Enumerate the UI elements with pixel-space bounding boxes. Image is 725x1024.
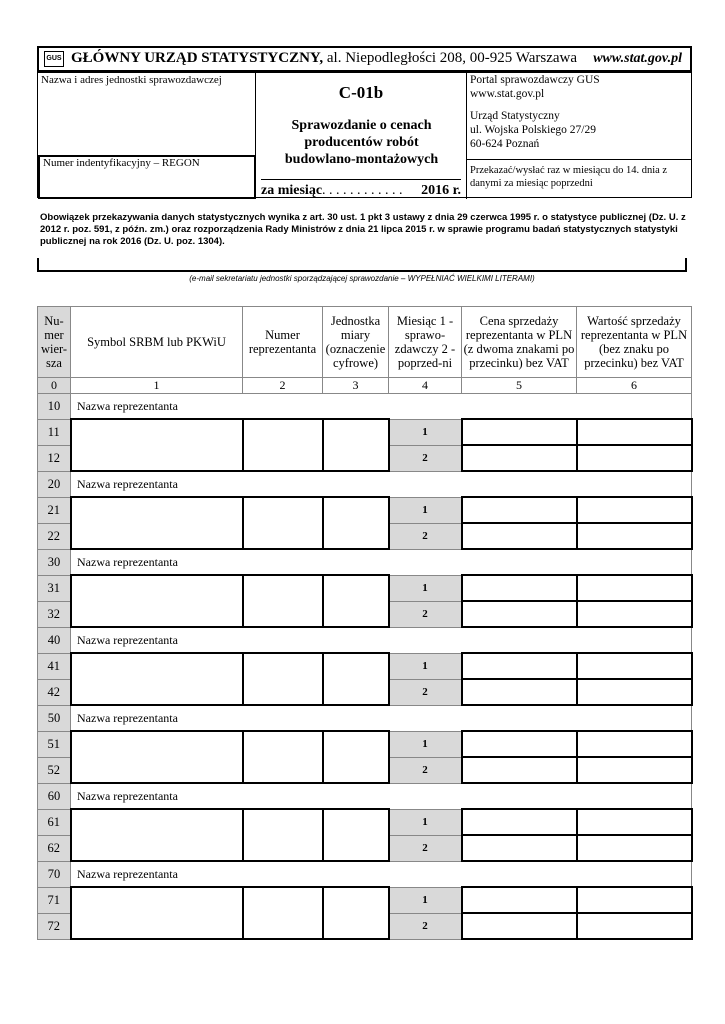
row-number: 50 xyxy=(38,705,71,731)
row-number: 32 xyxy=(38,601,71,627)
price-table xyxy=(37,306,693,940)
price-cell[interactable] xyxy=(462,445,577,471)
value-cell[interactable] xyxy=(577,757,692,783)
rep-number-cell[interactable] xyxy=(243,575,323,627)
row-number: 71 xyxy=(38,887,71,913)
table-header-row xyxy=(38,307,692,378)
representative-name-row xyxy=(38,394,692,420)
value-cell[interactable] xyxy=(577,809,692,835)
agency-name: GŁÓWNY URZĄD STATYSTYCZNY, xyxy=(71,50,324,66)
price-cell[interactable] xyxy=(462,419,577,445)
value-cell[interactable] xyxy=(577,445,692,471)
month-code: 2 xyxy=(389,757,462,783)
price-cell[interactable] xyxy=(462,575,577,601)
month-code: 1 xyxy=(389,653,462,679)
month-code: 1 xyxy=(389,497,462,523)
symbol-cell[interactable] xyxy=(71,575,243,627)
regon-field[interactable] xyxy=(38,155,256,199)
row-number: 10 xyxy=(38,394,71,420)
portal-info xyxy=(466,73,691,199)
col-index: 4 xyxy=(389,378,462,394)
unit-cell[interactable] xyxy=(323,497,389,549)
price-cell[interactable] xyxy=(462,497,577,523)
row-number: 12 xyxy=(38,445,71,471)
form-info-box xyxy=(37,72,692,198)
month-code: 1 xyxy=(389,887,462,913)
rep-number-cell[interactable] xyxy=(243,419,323,471)
representative-name-row xyxy=(38,627,692,653)
legal-note: Obowiązek przekazywania danych statystycznych wynika z art. 30 ust. 1 pkt 3 ustawy z dnia 29 czerwca 1995 r. o statystyce publicznej (Dz. U. z 2012 r. poz. 591, z późn. zm.) oraz rozporządzenia Rady Ministrów z dnia 21 lipca 2015 r. w sprawie programu badań statystycznych statystyki publicznej na rok 2016 (Dz. U. poz. 1304). xyxy=(40,212,686,247)
representative-name-label: Nazwa reprezentanta xyxy=(77,788,178,803)
agency-title xyxy=(71,50,577,67)
col-month: Miesiąc 1 - sprawo-zdawczy 2 - poprzed-ni xyxy=(389,307,462,378)
symbol-cell[interactable] xyxy=(71,497,243,549)
col-index: 6 xyxy=(577,378,692,394)
col-row-number: Nu-mer wier-sza xyxy=(38,307,71,378)
month-code: 1 xyxy=(389,575,462,601)
representative-name-label: Nazwa reprezentanta xyxy=(77,398,178,413)
row-number: 21 xyxy=(38,497,71,523)
value-cell[interactable] xyxy=(577,835,692,861)
symbol-cell[interactable] xyxy=(71,653,243,705)
form-title: Sprawozdanie o cenach producentów robót budowlano-montażowych xyxy=(284,118,439,167)
value-cell[interactable] xyxy=(577,653,692,679)
symbol-cell[interactable] xyxy=(71,731,243,783)
symbol-cell[interactable] xyxy=(71,809,243,861)
rep-number-cell[interactable] xyxy=(243,887,323,939)
regon-label: Numer indentyfikacyjny – REGON xyxy=(43,157,200,169)
col-value: Wartość sprzedaży reprezentanta w PLN (bez znaku po przecinku) bez VAT xyxy=(577,307,692,378)
column-index-row xyxy=(38,378,692,394)
col-index: 1 xyxy=(71,378,243,394)
value-cell[interactable] xyxy=(577,731,692,757)
row-number: 62 xyxy=(38,835,71,861)
row-number: 52 xyxy=(38,757,71,783)
representative-name-label: Nazwa reprezentanta xyxy=(77,632,178,647)
row-number: 41 xyxy=(38,653,71,679)
unit-name-field[interactable] xyxy=(38,73,256,155)
row-number: 20 xyxy=(38,471,71,497)
representative-name-field[interactable] xyxy=(71,861,692,887)
representative-name-field[interactable] xyxy=(71,705,692,731)
month-label: za miesiąc xyxy=(261,183,323,198)
representative-name-row xyxy=(38,705,692,731)
month-code: 2 xyxy=(389,601,462,627)
office-street: ul. Wojska Polskiego 27/29 xyxy=(470,124,597,136)
agency-header xyxy=(37,46,692,72)
unit-cell[interactable] xyxy=(323,653,389,705)
rep-number-cell[interactable] xyxy=(243,809,323,861)
row-number: 61 xyxy=(38,809,71,835)
email-input[interactable] xyxy=(37,258,687,272)
portal-url[interactable]: www.stat.gov.pl xyxy=(470,88,545,100)
symbol-cell[interactable] xyxy=(71,887,243,939)
month-code: 2 xyxy=(389,523,462,549)
price-cell[interactable] xyxy=(462,731,577,757)
value-cell[interactable] xyxy=(577,601,692,627)
representative-name-row xyxy=(38,861,692,887)
representative-name-field[interactable] xyxy=(71,549,692,575)
value-cell[interactable] xyxy=(577,497,692,523)
price-cell[interactable] xyxy=(462,887,577,913)
email-caption: (e-mail sekretariatu jednostki sporządzającej sprawozdanie – WYPEŁNIAĆ WIELKIMI LITERAMI) xyxy=(189,274,535,283)
table-row xyxy=(38,497,692,523)
office-name: Urząd Statystyczny xyxy=(470,110,560,122)
row-number: 11 xyxy=(38,419,71,445)
representative-name-field[interactable] xyxy=(71,394,692,420)
rep-number-cell[interactable] xyxy=(243,497,323,549)
value-cell[interactable] xyxy=(577,575,692,601)
unit-cell[interactable] xyxy=(323,575,389,627)
portal-line: Portal sprawozdawczy GUS xyxy=(470,74,600,86)
value-cell[interactable] xyxy=(577,523,692,549)
month-code: 2 xyxy=(389,445,462,471)
row-number: 22 xyxy=(38,523,71,549)
row-number: 51 xyxy=(38,731,71,757)
gus-logo: GUS xyxy=(44,51,64,67)
row-number: 31 xyxy=(38,575,71,601)
price-cell[interactable] xyxy=(462,809,577,835)
table-row xyxy=(38,653,692,679)
month-code: 2 xyxy=(389,913,462,939)
col-rep-number: Numer reprezentanta xyxy=(243,307,323,378)
deadline-note: Przekazać/wysłać raz w miesiącu do 14. dnia z danymi za miesiąc poprzedni xyxy=(470,165,668,189)
month-code: 1 xyxy=(389,731,462,757)
price-cell[interactable] xyxy=(462,523,577,549)
col-price: Cena sprzedaży reprezentanta w PLN (z dwoma znakami po przecinku) bez VAT xyxy=(462,307,577,378)
representative-name-row xyxy=(38,783,692,809)
table-row xyxy=(38,419,692,445)
month-code: 2 xyxy=(389,679,462,705)
representative-name-label: Nazwa reprezentanta xyxy=(77,476,178,491)
unit-cell[interactable] xyxy=(323,731,389,783)
value-cell[interactable] xyxy=(577,419,692,445)
price-cell[interactable] xyxy=(462,757,577,783)
col-index: 5 xyxy=(462,378,577,394)
row-number: 40 xyxy=(38,627,71,653)
representative-name-row xyxy=(38,471,692,497)
row-number: 72 xyxy=(38,913,71,939)
month-code: 2 xyxy=(389,835,462,861)
col-unit: Jednostka miary (oznaczenie cyfrowe) xyxy=(323,307,389,378)
row-number: 60 xyxy=(38,783,71,809)
rep-number-cell[interactable] xyxy=(243,731,323,783)
representative-name-field[interactable] xyxy=(71,627,692,653)
report-month[interactable] xyxy=(261,179,461,199)
col-index: 0 xyxy=(38,378,71,394)
representative-name-row xyxy=(38,549,692,575)
month-dots: . . . . . . . . . . . . xyxy=(322,183,403,198)
value-cell[interactable] xyxy=(577,913,692,939)
table-row xyxy=(38,887,692,913)
table-row xyxy=(38,575,692,601)
price-cell[interactable] xyxy=(462,835,577,861)
table-row xyxy=(38,731,692,757)
representative-name-field[interactable] xyxy=(71,783,692,809)
unit-cell[interactable] xyxy=(323,887,389,939)
price-cell[interactable] xyxy=(462,679,577,705)
unit-cell[interactable] xyxy=(323,809,389,861)
month-code: 1 xyxy=(389,809,462,835)
value-cell[interactable] xyxy=(577,679,692,705)
table-row xyxy=(38,809,692,835)
price-cell[interactable] xyxy=(462,653,577,679)
price-cell[interactable] xyxy=(462,913,577,939)
unit-name-label: Nazwa i adres jednostki sprawozdawczej xyxy=(41,74,222,86)
report-year: 2016 r. xyxy=(421,183,461,198)
row-number: 30 xyxy=(38,549,71,575)
representative-name-label: Nazwa reprezentanta xyxy=(77,554,178,569)
form-code: C-01b xyxy=(338,83,384,102)
symbol-cell[interactable] xyxy=(71,419,243,471)
col-index: 3 xyxy=(323,378,389,394)
price-cell[interactable] xyxy=(462,601,577,627)
representative-name-field[interactable] xyxy=(71,471,692,497)
office-city: 60-624 Poznań xyxy=(470,138,540,150)
unit-cell[interactable] xyxy=(323,419,389,471)
agency-website[interactable]: www.stat.gov.pl xyxy=(593,51,682,66)
month-code: 1 xyxy=(389,419,462,445)
form-identity xyxy=(256,73,466,199)
rep-number-cell[interactable] xyxy=(243,653,323,705)
col-symbol: Symbol SRBM lub PKWiU xyxy=(71,307,243,378)
row-number: 42 xyxy=(38,679,71,705)
representative-name-label: Nazwa reprezentanta xyxy=(77,710,178,725)
agency-address: al. Niepodległości 208, 00-925 Warszawa xyxy=(326,50,578,66)
col-index: 2 xyxy=(243,378,323,394)
value-cell[interactable] xyxy=(577,887,692,913)
row-number: 70 xyxy=(38,861,71,887)
representative-name-label: Nazwa reprezentanta xyxy=(77,866,178,881)
